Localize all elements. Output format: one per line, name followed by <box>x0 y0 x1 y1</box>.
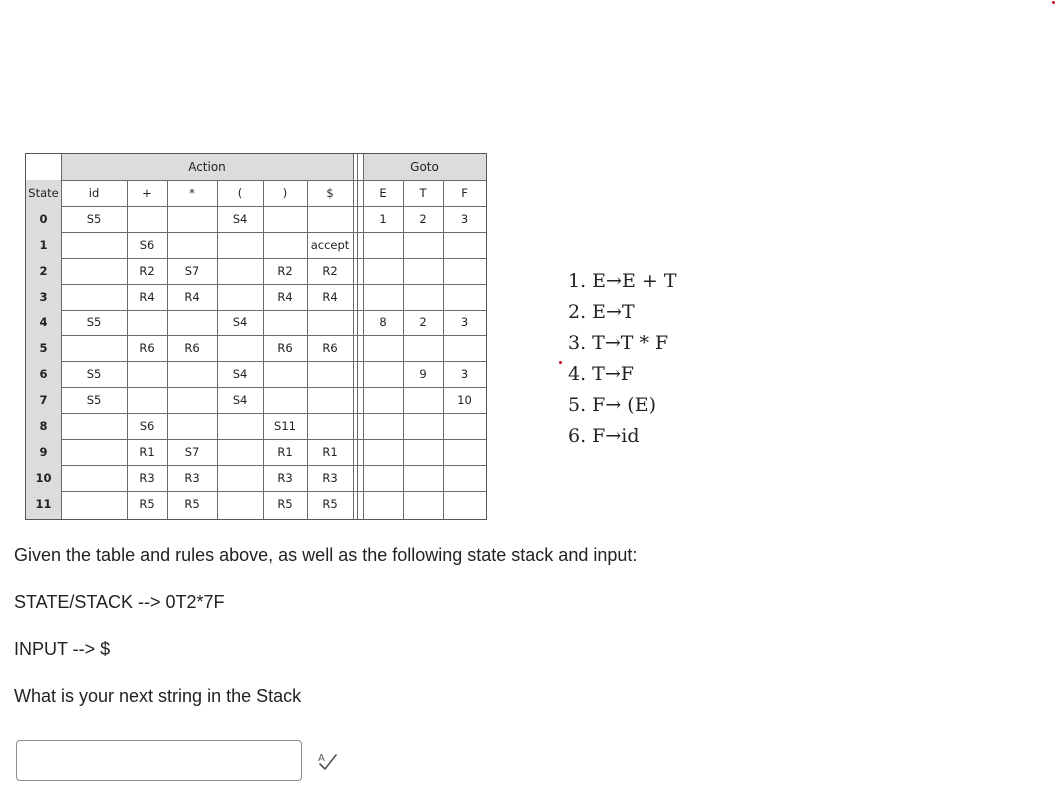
state-number: 11 <box>26 491 61 517</box>
table-cell <box>443 284 486 310</box>
table-cell: S5 <box>86 393 102 408</box>
state-number: 3 <box>26 284 61 310</box>
table-cell: R5 <box>184 496 200 511</box>
column-header-6: $ <box>326 185 334 200</box>
table-cell <box>443 335 486 361</box>
table-cell <box>263 206 307 232</box>
answer-input[interactable] <box>16 740 302 781</box>
table-cell: R1 <box>322 444 338 459</box>
table-cell <box>61 335 127 361</box>
table-cell: R2 <box>322 263 338 278</box>
table-cell <box>363 465 403 491</box>
table-cell: R2 <box>139 263 155 278</box>
table-cell: R6 <box>139 341 155 356</box>
table-cell <box>363 413 403 439</box>
column-header-9: F <box>461 185 468 200</box>
goto-header: Goto <box>410 160 439 174</box>
column-header-0: State <box>28 185 59 200</box>
table-cell: S4 <box>232 211 248 226</box>
table-cell <box>443 232 486 258</box>
table-cell <box>443 413 486 439</box>
table-cell <box>127 361 167 387</box>
table-cell: R3 <box>184 470 200 485</box>
column-header-3: * <box>189 185 195 200</box>
table-cell: R4 <box>184 289 200 304</box>
table-cell: R3 <box>277 470 293 485</box>
table-cell <box>307 206 353 232</box>
table-cell <box>263 310 307 336</box>
state-number: 6 <box>26 361 61 387</box>
table-cell <box>403 465 443 491</box>
table-cell <box>263 361 307 387</box>
table-cell: R5 <box>322 496 338 511</box>
table-cell <box>363 439 403 465</box>
table-cell <box>363 232 403 258</box>
input-text: INPUT --> $ <box>14 639 111 659</box>
svg-text:A: A <box>318 753 325 764</box>
table-cell <box>217 465 263 491</box>
table-cell <box>217 232 263 258</box>
table-cell: 1 <box>379 211 387 226</box>
state-number: 9 <box>26 439 61 465</box>
table-cell <box>167 387 217 413</box>
table-cell: S4 <box>232 393 248 408</box>
table-cell <box>167 361 217 387</box>
table-cell: R3 <box>322 470 338 485</box>
table-cell: S11 <box>274 419 296 434</box>
table-cell: R4 <box>277 289 293 304</box>
state-number: 0 <box>26 206 61 232</box>
table-cell <box>443 439 486 465</box>
table-cell <box>217 284 263 310</box>
table-cell: S7 <box>184 444 200 459</box>
grammar-rule: 6. F→id <box>568 425 640 447</box>
table-cell <box>403 413 443 439</box>
table-cell: 10 <box>457 393 472 408</box>
state-number: 7 <box>26 387 61 413</box>
table-cell <box>363 361 403 387</box>
table-cell: R6 <box>322 341 338 356</box>
table-cell <box>403 284 443 310</box>
table-cell <box>167 206 217 232</box>
table-cell: S7 <box>184 263 200 278</box>
table-cell: R3 <box>139 470 155 485</box>
table-cell <box>403 232 443 258</box>
state-number: 1 <box>26 232 61 258</box>
table-cell <box>263 387 307 413</box>
column-header-5: ) <box>282 185 288 200</box>
table-cell <box>61 491 127 517</box>
table-cell: R4 <box>322 289 338 304</box>
column-header-2: + <box>142 185 152 200</box>
table-cell <box>217 335 263 361</box>
table-cell <box>403 439 443 465</box>
table-cell <box>403 387 443 413</box>
table-cell <box>61 465 127 491</box>
table-cell: S4 <box>232 315 248 330</box>
table-cell <box>127 387 167 413</box>
state-number: 2 <box>26 258 61 284</box>
state-stack-text: STATE/STACK --> 0T2*7F <box>14 592 225 612</box>
table-cell <box>61 439 127 465</box>
table-cell <box>363 387 403 413</box>
grammar-rules <box>568 266 677 452</box>
table-cell <box>403 491 443 517</box>
table-cell: R5 <box>139 496 155 511</box>
table-cell: S5 <box>86 211 102 226</box>
table-cell: R5 <box>277 496 293 511</box>
table-cell <box>403 258 443 284</box>
grammar-rule: 2. E→T <box>568 301 635 323</box>
table-cell: R2 <box>277 263 293 278</box>
table-cell: S6 <box>139 419 155 434</box>
action-header: Action <box>188 160 226 174</box>
table-cell <box>263 232 307 258</box>
table-cell <box>167 413 217 439</box>
question-intro: Given the table and rules above, as well as the following state stack and input: <box>14 545 638 565</box>
table-cell <box>217 491 263 517</box>
column-header-4: ( <box>237 185 243 200</box>
grammar-rule: 5. F→ (E) <box>568 394 657 416</box>
state-number: 5 <box>26 335 61 361</box>
table-cell: 8 <box>379 315 387 330</box>
table-cell: 2 <box>419 211 427 226</box>
state-number: 8 <box>26 413 61 439</box>
table-cell <box>127 206 167 232</box>
parse-table <box>25 153 487 520</box>
table-cell <box>443 491 486 517</box>
table-cell: S4 <box>232 367 248 382</box>
table-cell: S5 <box>86 367 102 382</box>
table-cell: S6 <box>139 237 155 252</box>
grammar-rule: 1. E→E + T <box>568 270 677 292</box>
table-cell <box>61 284 127 310</box>
table-cell: R4 <box>139 289 155 304</box>
spellcheck-icon[interactable] <box>316 750 338 772</box>
marker-dot <box>559 361 562 364</box>
state-number: 4 <box>26 310 61 336</box>
table-cell <box>363 284 403 310</box>
table-cell <box>307 310 353 336</box>
table-cell: R6 <box>184 341 200 356</box>
table-cell: 3 <box>460 315 469 330</box>
table-cell: R1 <box>139 444 155 459</box>
table-cell <box>363 335 403 361</box>
table-cell <box>363 491 403 517</box>
table-cell <box>61 258 127 284</box>
table-cell: 9 <box>419 367 427 382</box>
table-cell <box>217 413 263 439</box>
table-cell: R1 <box>277 444 293 459</box>
table-cell <box>307 413 353 439</box>
table-cell <box>167 232 217 258</box>
table-cell <box>61 232 127 258</box>
table-cell <box>217 439 263 465</box>
grammar-rule: 4. T→F <box>568 363 634 385</box>
corner-marker-dot <box>1052 1 1055 4</box>
question-prompt: What is your next string in the Stack <box>14 686 302 706</box>
table-cell <box>61 413 127 439</box>
state-number: 10 <box>26 465 61 491</box>
column-header-1: id <box>88 185 100 200</box>
table-cell: S5 <box>86 315 102 330</box>
table-cell <box>167 310 217 336</box>
table-cell <box>403 335 443 361</box>
table-cell: accept <box>310 237 350 252</box>
table-cell <box>363 258 403 284</box>
table-cell <box>443 258 486 284</box>
table-cell: R6 <box>277 341 293 356</box>
column-header-7: E <box>379 185 387 200</box>
column-header-8: T <box>419 185 427 200</box>
grammar-rule: 3. T→T * F <box>568 332 669 354</box>
table-cell <box>443 465 486 491</box>
table-cell <box>307 361 353 387</box>
table-cell <box>127 310 167 336</box>
table-cell: 3 <box>460 367 469 382</box>
table-cell: 2 <box>419 315 427 330</box>
table-cell: 3 <box>460 211 469 226</box>
table-cell <box>307 387 353 413</box>
table-cell <box>217 258 263 284</box>
